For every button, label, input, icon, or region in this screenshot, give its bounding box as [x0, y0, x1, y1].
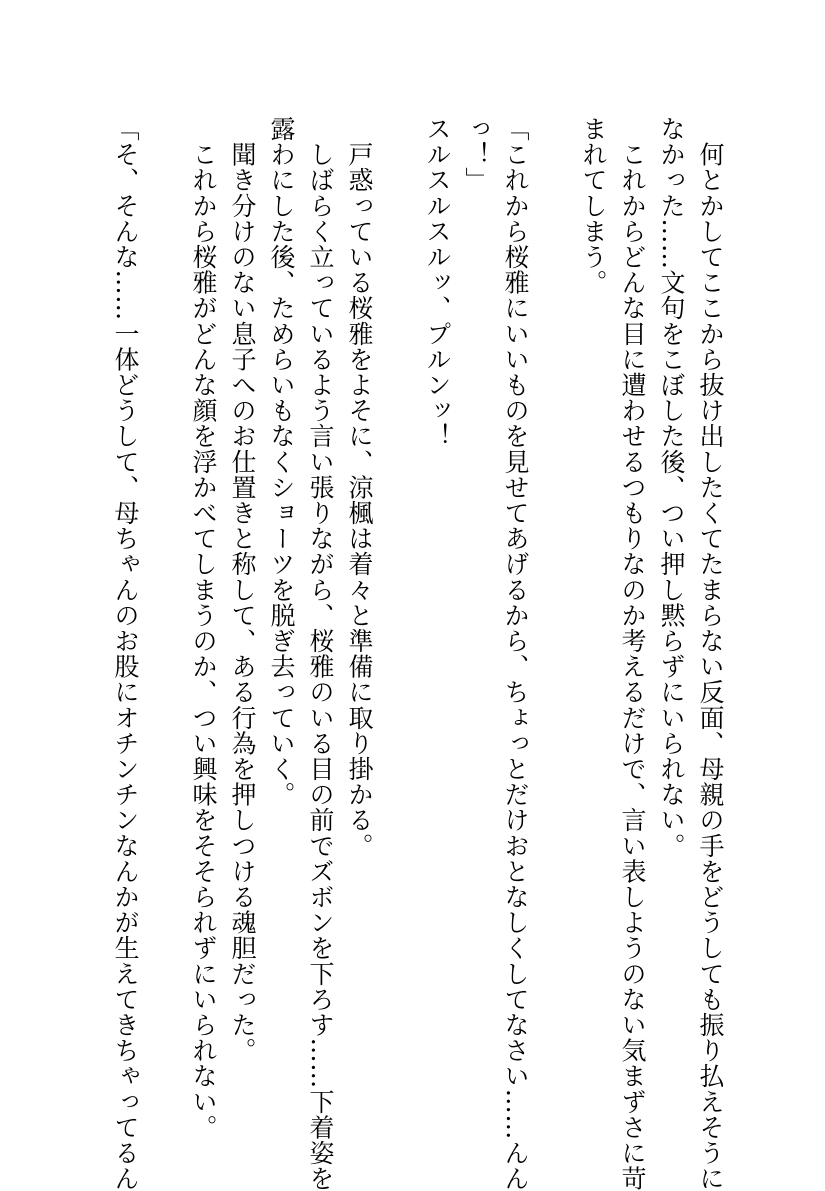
text-column-6: 「これから桜雅にいいものを見せてあげるから、ちょっとだけおとなしくしてなさい……んん: [501, 116, 530, 1191]
text-column-8: スルスルスルッ、プルンッ！: [423, 116, 452, 449]
text-column-12: 露わにした後、ためらいもなくショーツを脱ぎ去っていく。: [267, 116, 296, 808]
text-column-10: 戸惑っている桜雅をよそに、涼楓は着々と準備に取り掛かる。: [345, 116, 374, 859]
vertical-text-body: [106, 116, 730, 1191]
text-column-14: これから桜雅がどんな顔を浮かべてしまうのか、つい興味をそそられずにいられない。: [189, 116, 218, 1140]
text-column-11: しばらく立っているよう言い張りながら、桜雅のいる目の前でズボンを下ろす……下着姿を: [306, 116, 335, 1191]
text-column-16: 「そ、そんな……一体どうして、母ちゃんのお股にオチンチンなんかが生えてきちゃってるん: [111, 116, 140, 1191]
text-column-4: まれてしまう。: [579, 116, 608, 296]
blank-column: [379, 116, 418, 126]
text-column-2: なかった……文句をこぼした後、つい押し黙らずにいられない。: [657, 116, 686, 859]
text-column-1: 何とかしてここから抜け出したくてたまらない反面、母親の手をどうしても振り払えそうに: [696, 116, 725, 1191]
blank-column: [145, 116, 184, 126]
text-column-3: これからどんな目に遭わせるつもりなのか考えるだけで、言い表しようのない気まずさに苛: [618, 116, 647, 1191]
blank-column: [535, 116, 574, 126]
text-column-7: っ！」: [462, 116, 491, 193]
text-column-13: 聞き分けのない息子へのお仕置きと称して、ある行為を押しつける魂胆だった。: [228, 116, 257, 1064]
